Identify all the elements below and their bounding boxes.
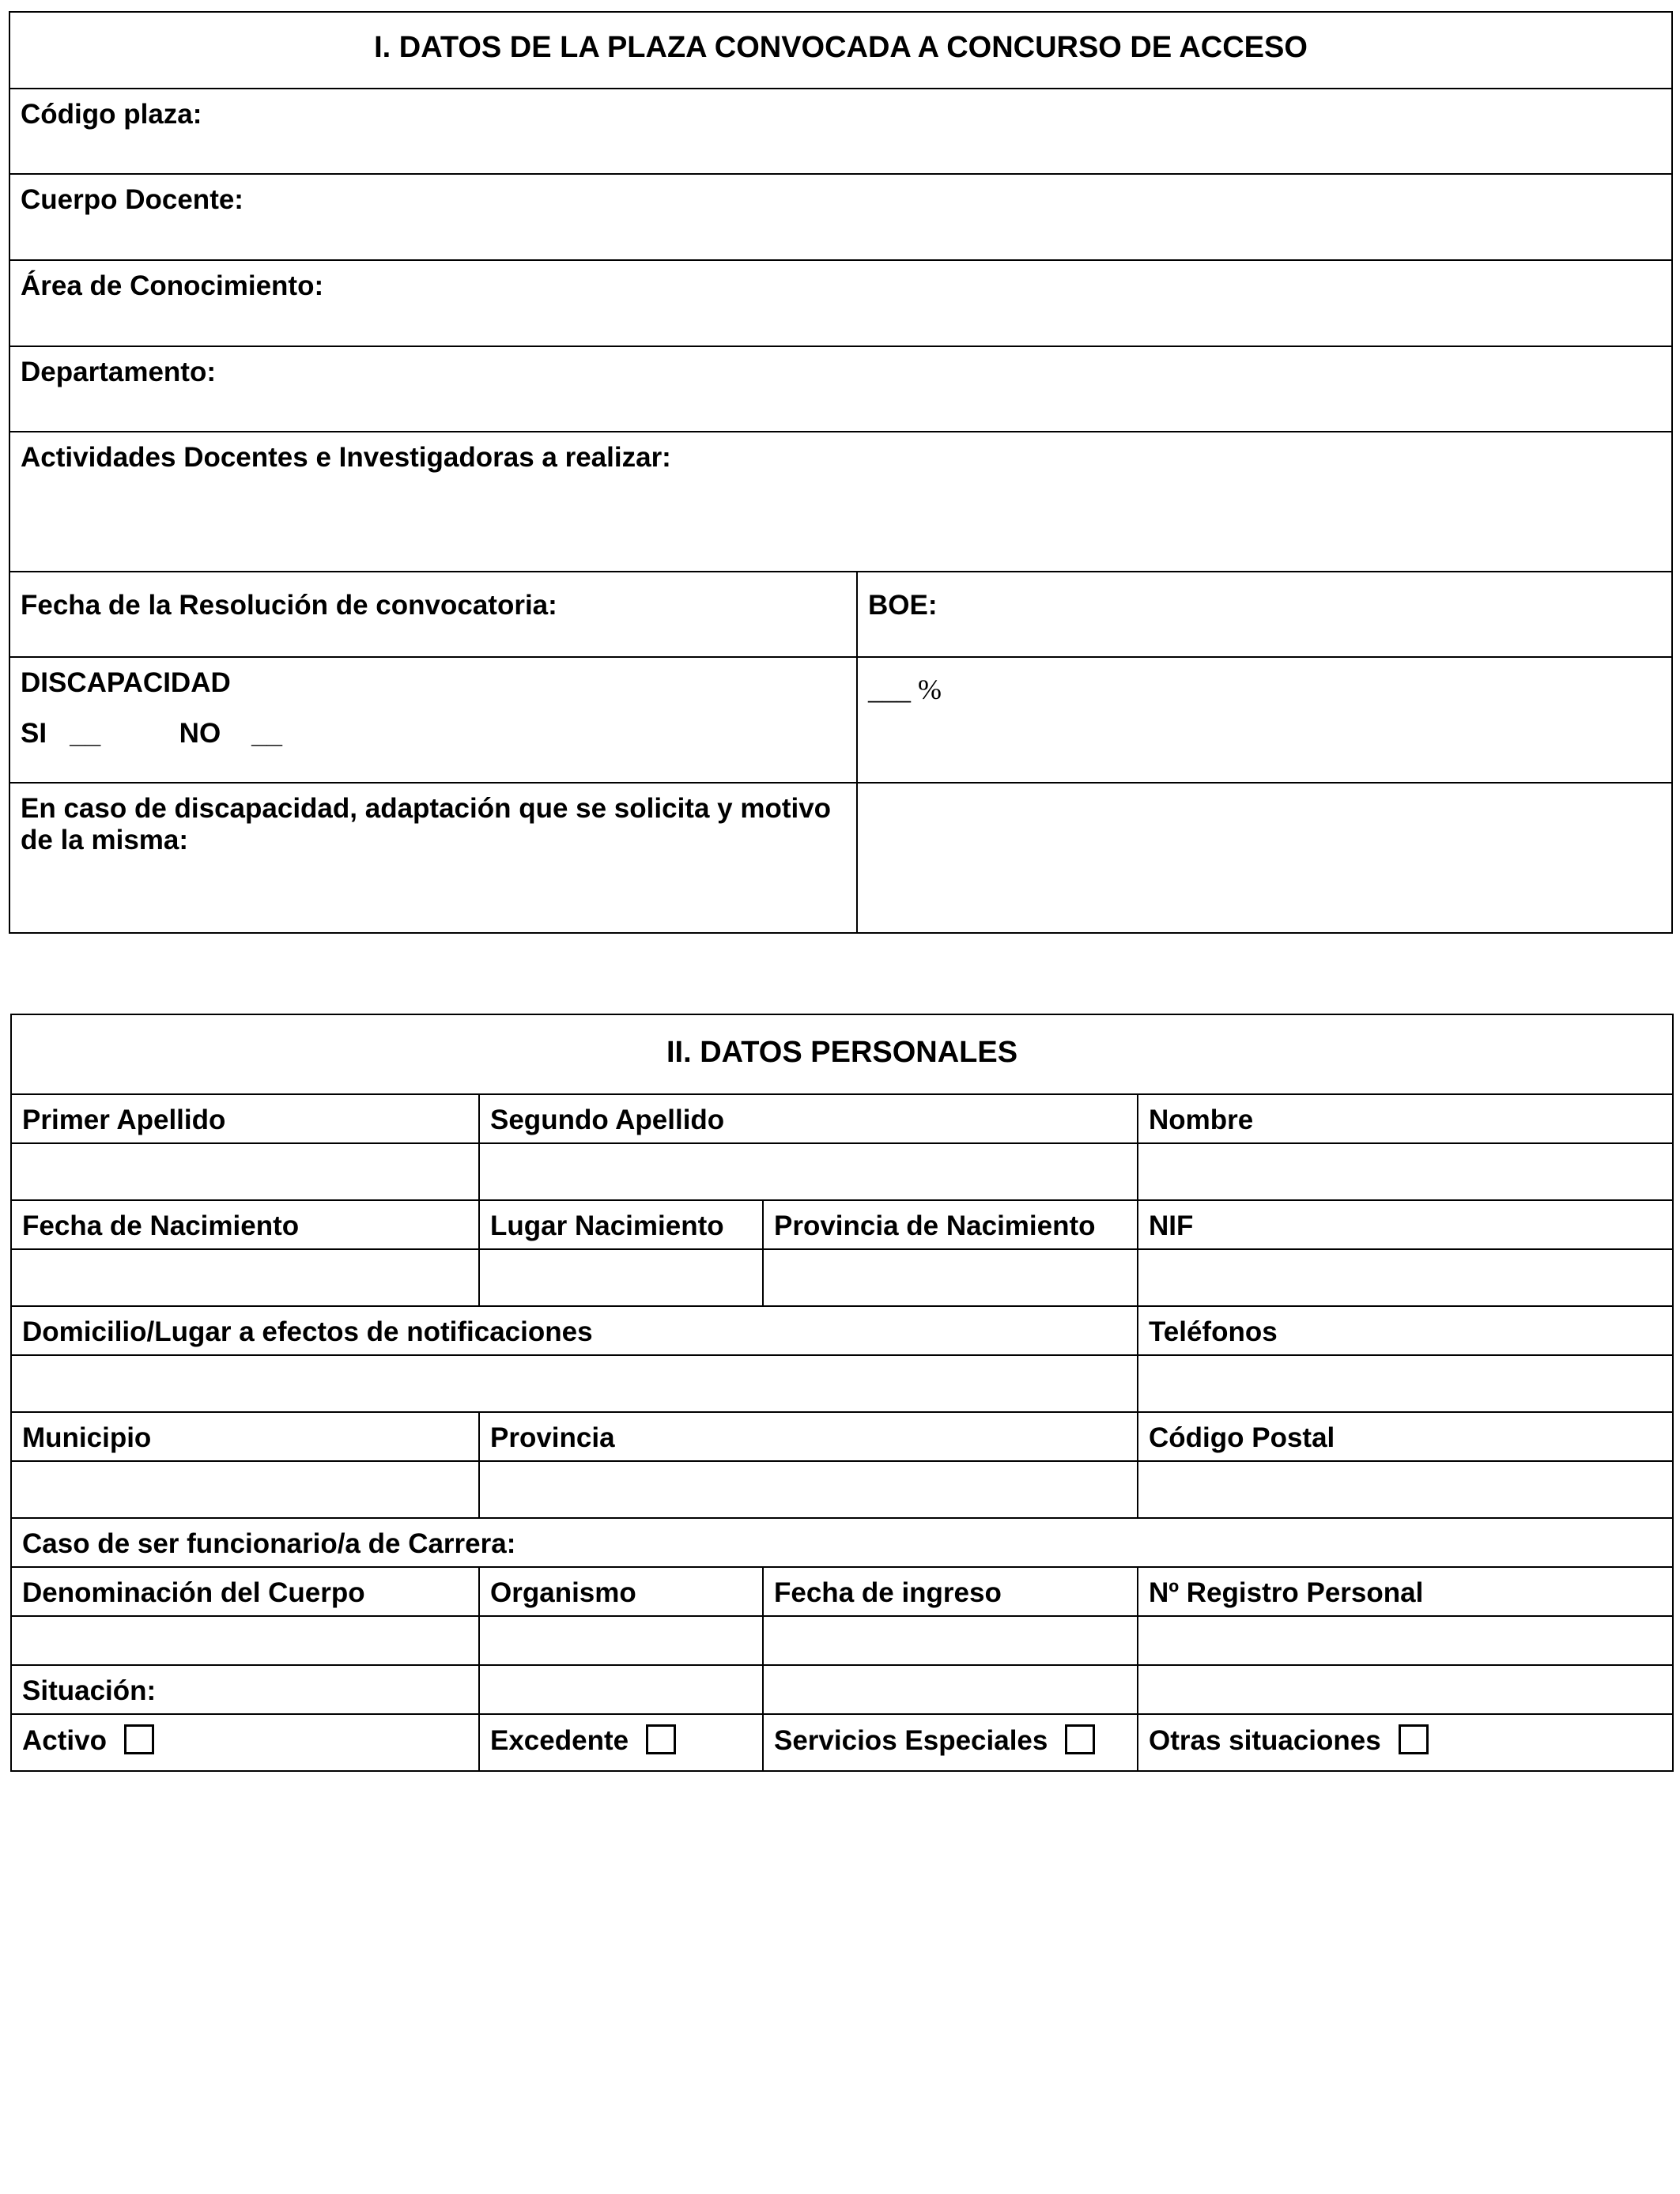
nif-label: NIF [1138,1200,1673,1249]
provincia-nacimiento-label: Provincia de Nacimiento [763,1200,1138,1249]
nif-input[interactable] [1138,1249,1673,1306]
organismo-input[interactable] [479,1616,763,1665]
servicios-especiales-checkbox[interactable] [1065,1724,1095,1754]
fecha-resolucion-field[interactable]: Fecha de la Resolución de convocatoria: [9,572,857,657]
fecha-ingreso-input[interactable] [763,1616,1138,1665]
adaptacion-field[interactable] [857,783,1672,933]
fecha-nacimiento-label: Fecha de Nacimiento [11,1200,479,1249]
servicios-especiales-label: Servicios Especiales [774,1725,1048,1756]
excedente-option [479,1714,763,1771]
activo-checkbox[interactable] [124,1724,154,1754]
lugar-nacimiento-label: Lugar Nacimiento [479,1200,763,1249]
fecha-ingreso-label: Fecha de ingreso [763,1567,1138,1616]
denominacion-cuerpo-label: Denominación del Cuerpo [11,1567,479,1616]
boe-field[interactable]: BOE: [857,572,1672,657]
datos-personales-table [10,1014,1674,1772]
adaptacion-label: En caso de discapacidad, adaptación que se solicita y motivo de la misma: [9,783,857,933]
departamento-field[interactable]: Departamento: [9,346,1672,432]
fecha-nacimiento-input[interactable] [11,1249,479,1306]
provincia-label: Provincia [479,1412,1138,1461]
primer-apellido-label: Primer Apellido [11,1094,479,1143]
registro-personal-input[interactable] [1138,1616,1673,1665]
otras-situaciones-checkbox[interactable] [1399,1724,1429,1754]
actividades-field[interactable]: Actividades Docentes e Investigadoras a realizar: [9,432,1672,572]
activo-option [11,1714,479,1771]
telefonos-input[interactable] [1138,1355,1673,1412]
cuerpo-docente-field[interactable]: Cuerpo Docente: [9,174,1672,260]
no-blank[interactable]: __ [251,718,283,749]
organismo-label: Organismo [479,1567,763,1616]
segundo-apellido-label: Segundo Apellido [479,1094,1138,1143]
telefonos-label: Teléfonos [1138,1306,1673,1355]
domicilio-input[interactable] [11,1355,1138,1412]
nombre-input[interactable] [1138,1143,1673,1200]
discapacidad-cell [9,657,857,783]
otras-situaciones-option [1138,1714,1673,1771]
section-2-title: II. DATOS PERSONALES [11,1014,1673,1094]
discapacidad-options [21,718,856,750]
activo-label: Activo [22,1725,107,1756]
area-conocimiento-field[interactable]: Área de Conocimiento: [9,260,1672,346]
servicios-especiales-option [763,1714,1138,1771]
otras-situaciones-label: Otras situaciones [1149,1725,1381,1756]
denominacion-cuerpo-input[interactable] [11,1616,479,1665]
primer-apellido-input[interactable] [11,1143,479,1200]
municipio-label: Municipio [11,1412,479,1461]
domicilio-label: Domicilio/Lugar a efectos de notificaciones [11,1306,1138,1355]
situacion-cell-3 [763,1665,1138,1714]
plaza-convocada-table [9,11,1673,934]
provincia-nacimiento-input[interactable] [763,1249,1138,1306]
porcentaje-field[interactable]: ___ % [857,657,1672,783]
codigo-plaza-field[interactable]: Código plaza: [9,89,1672,174]
codigo-postal-input[interactable] [1138,1461,1673,1518]
section-1-title: I. DATOS DE LA PLAZA CONVOCADA A CONCURSO DE ACCESO [9,12,1672,89]
lugar-nacimiento-input[interactable] [479,1249,763,1306]
situacion-label: Situación: [11,1665,479,1714]
excedente-label: Excedente [490,1725,629,1756]
situacion-cell-2 [479,1665,763,1714]
no-label: NO [179,718,221,749]
situacion-cell-4 [1138,1665,1673,1714]
codigo-postal-label: Código Postal [1138,1412,1673,1461]
municipio-input[interactable] [11,1461,479,1518]
excedente-checkbox[interactable] [646,1724,676,1754]
nombre-label: Nombre [1138,1094,1673,1143]
si-blank[interactable]: __ [70,718,101,749]
funcionario-label: Caso de ser funcionario/a de Carrera: [11,1518,1673,1567]
registro-personal-label: Nº Registro Personal [1138,1567,1673,1616]
discapacidad-label: DISCAPACIDAD [21,667,231,698]
provincia-input[interactable] [479,1461,1138,1518]
segundo-apellido-input[interactable] [479,1143,1138,1200]
si-label: SI [21,718,47,749]
